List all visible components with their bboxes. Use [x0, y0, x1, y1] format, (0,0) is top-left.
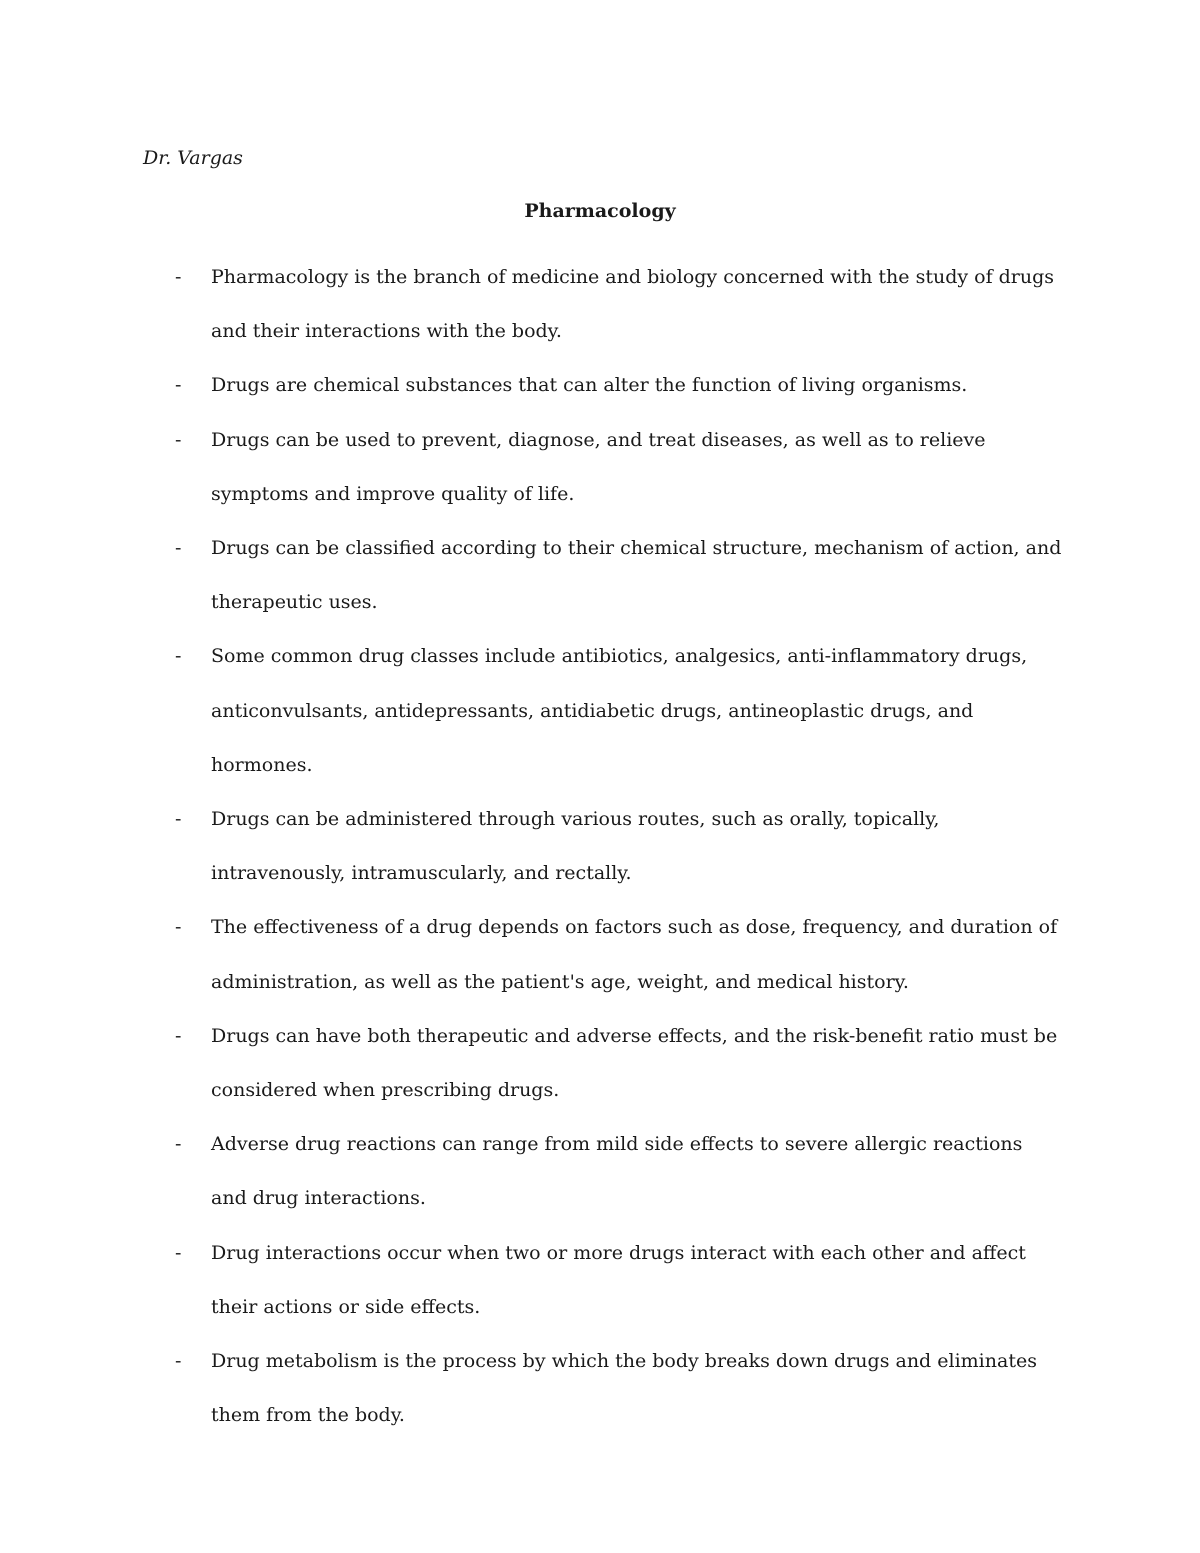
dash-marker: - — [175, 428, 182, 451]
dash-marker: - — [175, 266, 182, 288]
list-item — [143, 629, 1063, 792]
list-item-text: Drugs can have both therapeutic and adverse effects, and the risk-benefit ratio must be considered when prescribing drugs. — [211, 1024, 1058, 1102]
list-item — [143, 1226, 1063, 1334]
dash-marker: - — [175, 808, 182, 831]
list-item — [143, 1334, 1063, 1442]
list-item — [143, 1117, 1063, 1225]
list-item-text: Drugs can be used to prevent, diagnose, and treat diseases, as well as to relieve symptoms and improve quality of life. — [211, 428, 986, 505]
dash-marker: - — [175, 1133, 182, 1156]
dash-marker: - — [175, 645, 182, 668]
dash-marker: - — [175, 916, 182, 939]
list-item-text: Drugs can be classified according to their chemical structure, mechanism of action, and therapeutic uses. — [211, 537, 1062, 614]
dash-marker: - — [175, 1024, 182, 1047]
bullet-list — [143, 250, 1063, 1442]
list-item — [143, 250, 1063, 358]
list-item-text: The effectiveness of a drug depends on factors such as dose, frequency, and duration of administration, as well as the patient's age, weight, and medical history. — [211, 916, 1058, 993]
list-item-text: Drug interactions occur when two or more drugs interact with each other and affect their actions or side effects. — [211, 1241, 1026, 1318]
list-item-text: Drugs are chemical substances that can alter the function of living organisms. — [211, 374, 968, 397]
list-item — [143, 521, 1063, 629]
dash-marker: - — [175, 1241, 182, 1264]
dash-marker: - — [175, 374, 182, 397]
list-item-text: Pharmacology is the branch of medicine and biology concerned with the study of drugs and their interactions with the body. — [211, 266, 1055, 343]
list-item — [143, 900, 1063, 1008]
list-item — [143, 1009, 1063, 1117]
author-name: Dr. Vargas — [143, 147, 243, 169]
list-item — [143, 413, 1063, 521]
list-item-text: Drug metabolism is the process by which the body breaks down drugs and eliminates them from the body. — [211, 1350, 1037, 1427]
list-item-text: Adverse drug reactions can range from mild side effects to severe allergic reactions and drug interactions. — [211, 1133, 1023, 1210]
list-item — [143, 358, 1063, 412]
document-title: Pharmacology — [524, 200, 676, 222]
list-item-text: Drugs can be administered through various routes, such as orally, topically, intravenously, intramuscularly, and rectally. — [211, 808, 940, 885]
dash-marker: - — [175, 1350, 182, 1373]
list-item-text: Some common drug classes include antibiotics, analgesics, anti-inflammatory drugs, anticonvulsants, antidepressants, antidiabetic drugs, antineoplastic drugs, and hormones. — [211, 645, 1028, 776]
dash-marker: - — [175, 537, 182, 560]
list-item — [143, 792, 1063, 900]
